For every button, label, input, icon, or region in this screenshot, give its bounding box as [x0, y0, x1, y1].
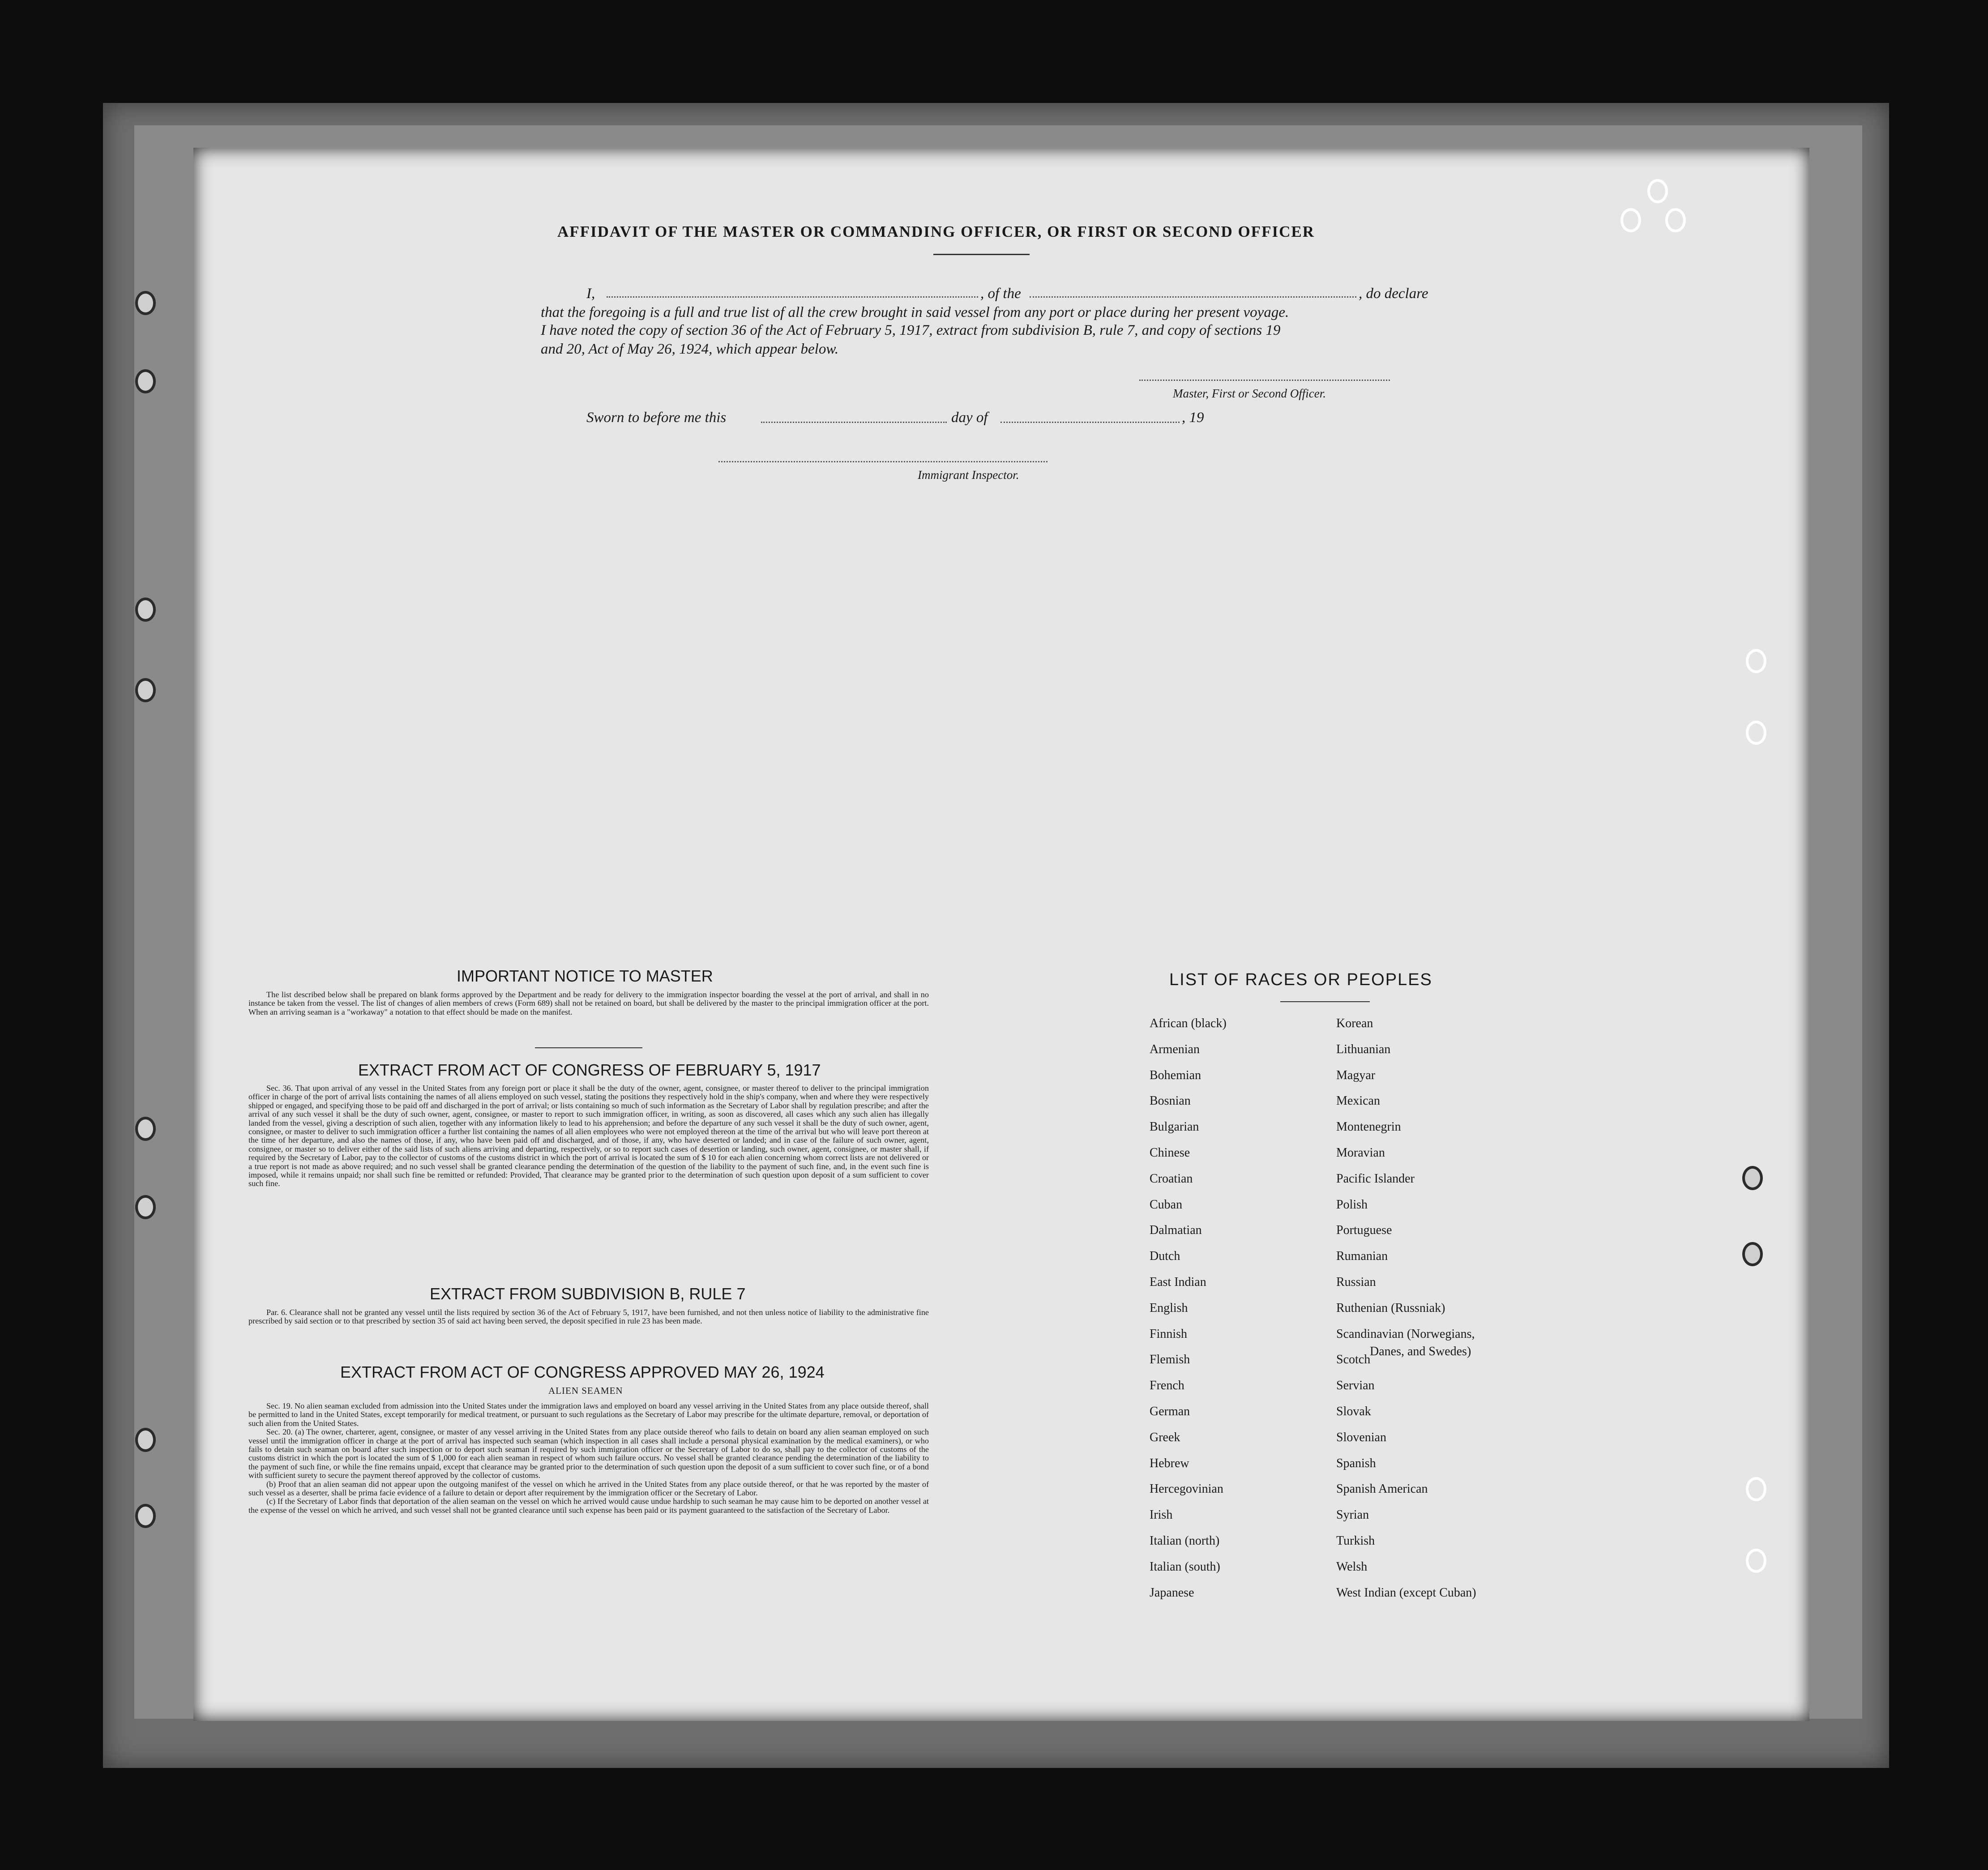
race-item: Magyar [1336, 1068, 1376, 1082]
race-item: West Indian (except Cuban) [1336, 1585, 1476, 1600]
race-item: Spanish American [1336, 1482, 1428, 1496]
race-item: Servian [1336, 1379, 1375, 1393]
affidavit-line-3: I have noted the copy of section 36 of the Act of February 5, 1917, extract from subdivision B, rule 7, and copy of sections 19 [541, 322, 1281, 338]
race-item: Rumanian [1336, 1249, 1388, 1264]
race-item: East Indian [1150, 1275, 1206, 1289]
extract-1917-title: EXTRACT FROM ACT OF CONGRESS OF FEBRUARY 5, 1917 [358, 1061, 821, 1079]
race-item: French [1150, 1379, 1184, 1393]
punch-hole [135, 369, 156, 393]
race-item: Korean [1336, 1016, 1373, 1030]
inspector-label: Immigrant Inspector. [918, 468, 1019, 482]
punch-hole [135, 1504, 156, 1528]
race-item: Scotch [1336, 1353, 1371, 1367]
section-divider [535, 1047, 642, 1048]
race-item: Bosnian [1150, 1094, 1191, 1108]
race-item: Russian [1336, 1275, 1376, 1289]
punch-hole [1746, 721, 1766, 745]
race-item: Polish [1336, 1197, 1368, 1212]
race-item: Mexican [1336, 1094, 1380, 1108]
races-title: LIST OF RACES OR PEOPLES [1169, 970, 1432, 989]
notice-text: The list described below shall be prepared on blank forms approved by the Department and be ready for delivery to the immigration inspector boarding the vessel at the port of arrival, and shall in no instance be taken from the vessel. The list of changes of alien members of crews (Form 689) shall not be retained on board, but shall be delivered by the master to the principal immigration officer at the port. When an arriving seaman is a "workaway" a notation to that effect should be made on the manifest. [248, 990, 929, 1016]
race-item: Lithuanian [1336, 1042, 1391, 1056]
race-item: Bohemian [1150, 1068, 1201, 1082]
affidavit-line-2: that the foregoing is a full and true list of all the crew brought in said vessel from any port or place during her present voyage. [541, 304, 1289, 320]
race-item: Hercegovinian [1150, 1482, 1223, 1496]
punch-hole [135, 1195, 156, 1219]
race-item: Slovak [1336, 1405, 1371, 1418]
race-item: Slovenian [1336, 1430, 1386, 1444]
race-item: Pacific Islander [1336, 1171, 1415, 1186]
punch-hole [135, 1117, 156, 1141]
race-item: German [1150, 1405, 1190, 1418]
race-item: Chinese [1150, 1146, 1190, 1160]
extract-1924-title: EXTRACT FROM ACT OF CONGRESS APPROVED MAY 26, 1924 [340, 1363, 825, 1381]
race-item: Spanish [1336, 1456, 1376, 1470]
notice-title: IMPORTANT NOTICE TO MASTER [457, 967, 713, 985]
race-item: Dutch [1150, 1249, 1180, 1264]
race-item: Finnish [1150, 1327, 1188, 1341]
rule7-text: Par. 6. Clearance shall not be granted any vessel until the lists required by section 36 of the Act of February 5, 1917, have been furnished, and not then unless notice of liability to the administrative fine prescribed by said section or to that prescribed by section 35 of said act having been served, the deposit specified in rule 23 has been made. [248, 1308, 929, 1326]
rule7-title: EXTRACT FROM SUBDIVISION B, RULE 7 [430, 1285, 746, 1303]
race-item: Croatian [1150, 1171, 1193, 1186]
race-item: Moravian [1336, 1146, 1385, 1160]
punch-hole [1742, 1166, 1763, 1190]
race-item: Turkish [1336, 1534, 1375, 1548]
master-signature-blank[interactable] [1139, 380, 1390, 381]
month-blank[interactable] [1000, 422, 1180, 423]
race-item: African (black) [1150, 1016, 1227, 1030]
sworn-day-of: day of [951, 410, 988, 426]
inspector-signature-blank[interactable] [718, 461, 1047, 462]
punch-hole [135, 678, 156, 702]
race-item: Hebrew [1150, 1456, 1189, 1470]
race-item: Irish [1150, 1508, 1173, 1522]
race-item: Italian (north) [1150, 1534, 1220, 1548]
race-item: Scandinavian (Norwegians, [1336, 1327, 1475, 1341]
punch-hole [1665, 208, 1686, 232]
punch-hole [1647, 179, 1668, 203]
affidavit-line-start: I, [586, 286, 595, 302]
race-item: Bulgarian [1150, 1120, 1199, 1134]
race-item: Portuguese [1336, 1223, 1392, 1238]
affidavit-line-mid: , of the [980, 286, 1021, 302]
race-item: Ruthenian (Russniak) [1336, 1301, 1445, 1315]
name-blank[interactable] [607, 296, 978, 298]
affidavit-line-4: and 20, Act of May 26, 1924, which appear below. [541, 341, 839, 357]
day-blank[interactable] [761, 422, 947, 423]
affidavit-line-end: , do declare [1359, 286, 1428, 302]
race-item: Montenegrin [1336, 1120, 1401, 1134]
extract-1924-text: Sec. 19. No alien seaman excluded from admission into the United States under the immigration laws and employed on board any vessel arriving in the United States from any place outside thereof, shall be permitted to land in the United States, except temporarily for medical treatment, or pursuant to such regulations as the Secretary of Labor may prescribe for the ultimate departure, removal, or deportation of such alien from the United States. Sec. 20. (a) The owner, charterer, agent, consignee, or master of any vessel arriving in the United States from any place outside thereof who fails to detain on board any alien seaman employed on such vessel until the immigration officer in charge at the port of arrival has inspected such seaman (which inspection in all cases shall include a personal physical examination by the medical examiners), or who fails to detain such seaman on board after such inspection or to deport such seaman if required by such immigration officer or the Secretary of Labor to do so, shall pay to the collector of customs of the customs district in which the port is located the sum of $ 1,000 for each alien seaman in respect of whom such failure occurs. No vessel shall be granted clearance pending the determination of the liability to the payment of such fine, or while the fine remains unpaid, except that clearance may be granted prior to the determination of such question upon the deposit of a sum sufficient to cover such fine, or of a bond with sufficient surety to secure the payment thereof approved by the collector of customs. (b) Proof that an alien seaman did not appear upon the outgoing manifest of the vessel on which he arrived in the United States from any place outside thereof, or that he was reported by the master of such vessel as a deserter, shall be prima facie evidence of a failure to detain or deport after requirement by the immigration officer or the Secretary of Labor. (c) If the Secretary of Labor finds that deportation of the alien seaman on the vessel on which he arrived would cause undue hardship to such seaman he may cause him to be deported on another vessel at the expense of the vessel on which he arrived, and such vessel shall not be granted clearance until such expense has been paid or its payment guaranteed to the satisfaction of the Secretary of Labor. [248, 1401, 929, 1515]
punch-hole [1746, 1477, 1766, 1501]
punch-hole [1746, 649, 1766, 673]
master-signature-label: Master, First or Second Officer. [1173, 387, 1326, 400]
races-divider [1280, 1001, 1370, 1002]
alien-seamen-subtitle: ALIEN SEAMEN [548, 1385, 623, 1396]
race-item: Cuban [1150, 1197, 1183, 1212]
race-item: Danes, and Swedes) [1370, 1345, 1471, 1358]
race-item: Armenian [1150, 1042, 1200, 1056]
punch-hole [1746, 1549, 1766, 1573]
sworn-year: , 19 [1182, 410, 1204, 426]
punch-hole [135, 598, 156, 622]
vessel-blank[interactable] [1030, 296, 1356, 298]
race-item: Dalmatian [1150, 1223, 1202, 1238]
punch-hole [1620, 208, 1641, 232]
race-item: Welsh [1336, 1559, 1368, 1574]
punch-hole [135, 1428, 156, 1452]
race-item: Greek [1150, 1430, 1180, 1444]
race-item: English [1150, 1301, 1188, 1315]
race-item: Italian (south) [1150, 1559, 1220, 1574]
title-divider [933, 254, 1030, 255]
sworn-text: Sworn to before me this [586, 410, 727, 426]
punch-hole [1742, 1242, 1763, 1266]
race-item: Flemish [1150, 1353, 1190, 1367]
race-item: Syrian [1336, 1508, 1369, 1522]
extract-1917-text: Sec. 36. That upon arrival of any vessel in the United States from any foreign port or place it shall be the duty of the owner, agent, consignee, or master thereof to deliver to the principal immigration officer in charge of the port of arrival lists containing the names of all aliens employed on such vessel, stating the positions they respectively hold in the ship's company, when and where they were respectively shipped or engaged, and specifying those to be paid off and discharged in the port of arrival; or lists containing so much of such information as the Secretary of Labor shall by regulation prescribe; and after the arrival of any such vessel it shall be the duty of such owner, agent, consignee, or master to report to such immigration officer, in writing, as soon as discovered, all cases which any such alien has illegally landed from the vessel, giving a description of such alien, together with any information likely to lead to his apprehension; and before the departure of any such vessel it shall be the duty of such owner, agent, consignee, or master to deliver to such immigration officer a further list containing the names of all alien employees who were not employed thereon at the time of the arrival but who will leave port thereon at the time of her departure, and also the names of those, if any, who have been paid off and discharged, and of those, if any, who have deserted or landed; and in case of the failure of such owner, agent, consignee, or master so to deliver either of the said lists of such aliens arriving and departing, respectively, or so to report such cases of desertion or landing, such owner, agent, consignee, or master shall, if required by the Secretary of Labor, pay to the collector of customs of the customs district in which the port of arrival is located the sum of $ 10 for each alien concerning whom correct lists are not delivered or a true report is not made as above required; and no such vessel shall be granted clearance pending the determination of the question of the liability to the payment of such fine, and, in the event such fine is imposed, while it remains unpaid; nor shall such fine be remitted or refunded: Provided, That clearance may be granted prior to the determination of such question upon deposit of a sum sufficient to cover such fine. [248, 1084, 929, 1188]
punch-hole [135, 291, 156, 315]
race-item: Japanese [1150, 1585, 1194, 1600]
affidavit-title: AFFIDAVIT OF THE MASTER OR COMMANDING OFFICER, OR FIRST OR SECOND OFFICER [557, 223, 1315, 240]
